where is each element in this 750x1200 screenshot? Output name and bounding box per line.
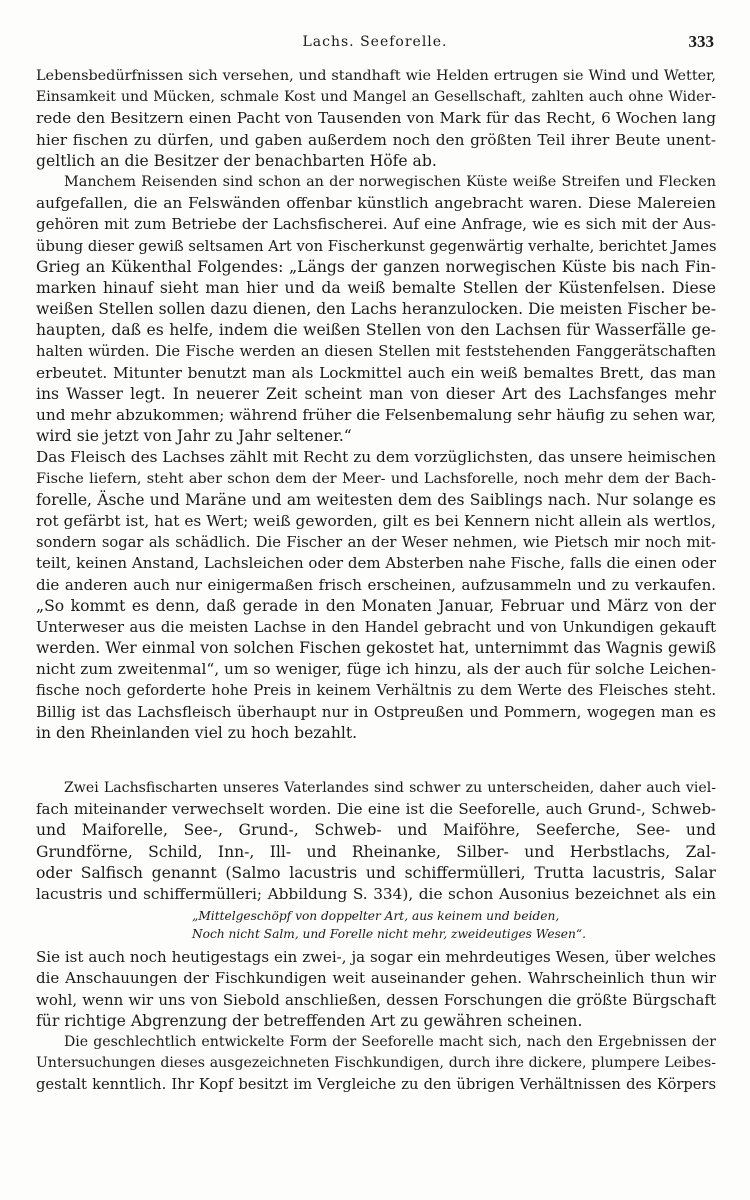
text-line: rot gefärbt ist, hat es Wert; weiß geworden, gilt es bei Kennern nicht allein als wertlos, xyxy=(36,511,716,530)
paragraph-4 xyxy=(36,778,716,905)
text-line: und mehr abzukommen; während früher die Felsenbemalung sehr häufig zu sehen war, xyxy=(36,406,716,424)
text-line: Untersuchungen dieses ausgezeichneten Fischkundigen, durch ihre dickere, plumpere Leibes- xyxy=(36,1055,716,1072)
text-line: die anderen auch nur einigermaßen frisch erscheinen, aufzusammeln und zu verkaufen. xyxy=(36,575,716,594)
running-head xyxy=(36,34,714,58)
text-line: Unterweser aus die meisten Lachse in den Handel gebracht und von Unkundigen gekauft xyxy=(36,618,716,636)
text-line: hier fischen zu dürfen, und gaben außerdem noch den größten Teil ihrer Beute unent- xyxy=(36,130,716,149)
verse-quote xyxy=(36,907,716,943)
paragraph-5 xyxy=(36,947,716,1032)
text-line: gestalt kenntlich. Ihr Kopf besitzt im Vergleiche zu den übrigen Verhältnissen des Körpers xyxy=(36,1076,716,1094)
text-line: erbeutet. Mitunter benutzt man als Lockmittel auch ein weiß bemaltes Brett, das man xyxy=(36,363,716,382)
text-line: gehören mit zum Betriebe der Lachsfischerei. Auf eine Anfrage, wie es sich mit der Aus- xyxy=(36,215,716,234)
text-line: für richtige Abgrenzung der betreffenden Art zu gewähren scheinen. xyxy=(36,1011,583,1030)
text-line: sondern sogar als schädlich. Die Fischer an der Weser nehmen, wie Pietsch mir noch mit- xyxy=(36,534,716,552)
text-line: geltlich an die Besitzer der benachbarten Höfe ab. xyxy=(36,151,437,170)
text-line: Zwei Lachsfischarten unseres Vaterlandes sind schwer zu unterscheiden, daher auch viel- xyxy=(64,780,716,796)
text-line: „So kommt es denn, daß gerade in den Monaten Januar, Februar und März von der xyxy=(36,596,716,615)
text-line: nicht zum zweitenmal“, um so weniger, füge ich hinzu, als der auch für solche Leichen- xyxy=(36,660,716,679)
paragraph-2 xyxy=(36,172,716,447)
text-line: oder Salfisch genannt (Salmo lacustris und schiffermülleri, Trutta lacustris, Salar xyxy=(36,863,716,882)
text-line: Einsamkeit und Mücken, schmale Kost und Mangel an Gesellschaft, zahlten auch ohne Wider- xyxy=(36,89,716,106)
page-number: 333 xyxy=(688,32,714,51)
text-line: Fische liefern, steht aber schon dem der Meer- und Lachsforelle, noch mehr dem der Bach- xyxy=(36,470,716,487)
text-line: in den Rheinlanden viel zu hoch bezahlt. xyxy=(36,723,358,742)
text-line: aufgefallen, die an Felswänden offenbar künstlich angebracht waren. Diese Malereien xyxy=(36,194,716,213)
text-line: übung dieser gewiß seltsamen Art von Fischerkunst gegenwärtig verhalte, berichtet James xyxy=(36,237,717,255)
text-line: forelle, Äsche und Maräne und am weitesten dem des Saiblings nach. Nur solange es xyxy=(36,490,716,509)
text-line: Das Fleisch des Lachses zählt mit Recht zu dem vorzüglichsten, das unsere heimischen xyxy=(36,448,716,467)
paragraph-6 xyxy=(36,1032,716,1096)
text-line: rede den Besitzern einen Pacht von Tausenden von Mark für das Recht, 6 Wochen lang xyxy=(36,109,716,128)
section-gap xyxy=(36,744,716,778)
text-line: halten würden. Die Fische werden an diesen Stellen mit feststehenden Fanggerätschaften xyxy=(36,343,716,361)
text-line: teilt, keinen Anstand, Lachsleichen oder dem Absterben nahe Fische, falls die einen oder xyxy=(36,554,716,573)
paragraph-1 xyxy=(36,66,716,172)
text-line: Lebensbedürfnissen sich versehen, und standhaft wie Helden ertrugen sie Wind und Wetter, xyxy=(36,68,716,84)
text-line: Billig ist das Lachsfleisch überhaupt nur in Ostpreußen und Pommern, wogegen man es xyxy=(36,702,716,721)
text-line: Sie ist auch noch heutigestags ein zwei-, ja sogar ein mehrdeutiges Wesen, über welches xyxy=(36,948,716,967)
text-line: Grieg an Kükenthal Folgendes: „Längs der ganzen norwegischen Küste bis nach Fin- xyxy=(36,257,716,276)
quote-line: Noch nicht Salm, und Forelle nicht mehr, zweideutiges Wesen“. xyxy=(192,927,586,942)
text-line: werden. Wer einmal von solchen Fischen gekostet hat, unternimmt das Wagnis gewiß xyxy=(36,639,716,658)
text-line: marken hinauf sieht man hier und da weiß bemalte Stellen der Küstenfelsen. Diese xyxy=(36,278,716,297)
text-line: Die geschlechtlich entwickelte Form der Seeforelle macht sich, nach den Ergebnissen der xyxy=(64,1033,716,1050)
text-line: wohl, wenn wir uns von Siebold anschließen, dessen Forschungen die größte Bürgschaft xyxy=(36,990,716,1009)
quote-line: „Mittelgeschöpf von doppelter Art, aus keinem und beiden, xyxy=(192,909,560,924)
text-line: ins Wasser legt. In neuerer Zeit scheint man von dieser Art des Lachsfanges mehr xyxy=(36,384,716,403)
text-line: fach miteinander verwechselt worden. Die eine ist die Seeforelle, auch Grund-, Schweb- xyxy=(36,800,716,819)
text-line: lacustris und schiffermülleri; Abbildung S. 334), die schon Ausonius bezeichnet als ein xyxy=(36,884,716,903)
text-line: fische noch geforderte hohe Preis in keinem Verhältnis zu dem Werte des Fleisches steht. xyxy=(36,682,716,700)
paragraph-3 xyxy=(36,447,716,744)
text-line: die Anschauungen der Fischkundigen weit auseinander gehen. Wahrscheinlich thun wir xyxy=(36,969,716,988)
body-text xyxy=(36,66,716,1095)
text-line: haupten, daß es helfe, indem die weißen Stellen von den Lachsen für Wasserfälle ge- xyxy=(36,321,716,340)
text-line: wird sie jetzt von Jahr zu Jahr seltener.“ xyxy=(36,427,352,446)
text-line: und Maiforelle, See-, Grund-, Schweb- und Maiföhre, Seeferche, See- und xyxy=(36,821,716,840)
running-title: Lachs. Seeforelle. xyxy=(302,34,448,50)
text-line: Grundförne, Schild, Inn-, Ill- und Rheinanke, Silber- und Herbstlachs, Zal- xyxy=(36,842,716,861)
text-line: weißen Stellen sollen dazu dienen, den Lachs heranzulocken. Die meisten Fischer be- xyxy=(36,300,716,319)
text-line: Manchem Reisenden sind schon an der norwegischen Küste weiße Streifen und Flecken xyxy=(64,173,716,190)
